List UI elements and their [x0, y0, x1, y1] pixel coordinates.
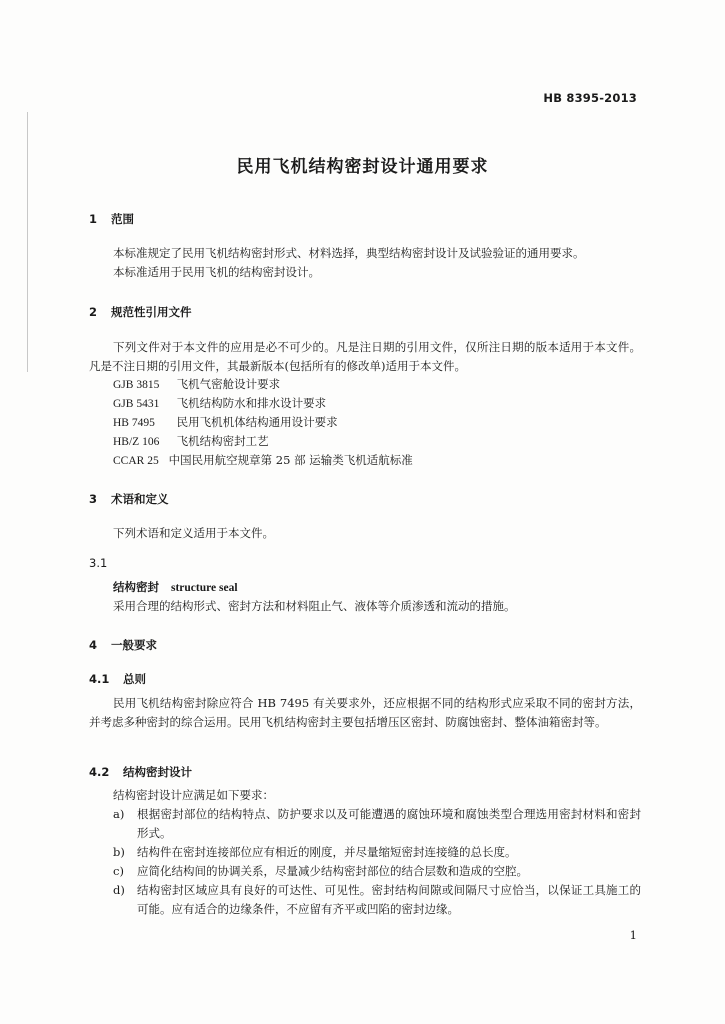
section-title: 规范性引用文件 — [111, 305, 192, 319]
standard-code: HB 8395-2013 — [543, 91, 637, 105]
reference-item — [113, 433, 269, 449]
clause-number: 4.2 — [89, 765, 110, 779]
term-chinese: 结构密封 — [113, 580, 159, 594]
section-2-heading — [89, 304, 192, 320]
term-english: structure seal — [171, 582, 238, 594]
section-number: 3 — [89, 492, 98, 506]
document-title: 民用飞机结构密封设计通用要求 — [236, 157, 489, 177]
section-title: 范围 — [111, 212, 135, 226]
section-title: 一般要求 — [111, 638, 158, 652]
section-2-intro: 下列文件对于本文件的应用是必不可少的。凡是注日期的引用文件，仅所注日期的版本适用于本文件。凡是不注日期的引用文件，其最新版本(包括所有的修改单)适用于本文件。 — [89, 340, 641, 373]
section-1-heading — [89, 211, 134, 227]
reference-code: HB/Z 106 — [113, 436, 160, 448]
list-item — [113, 843, 641, 862]
section-number: 2 — [89, 305, 98, 319]
reference-title: 飞机结构防水和排水设计要求 — [176, 396, 327, 410]
reference-code: HB 7495 — [113, 417, 155, 429]
reference-item — [113, 452, 413, 468]
clause-title: 总则 — [123, 672, 147, 686]
section-3-heading — [89, 491, 169, 507]
section-title: 术语和定义 — [111, 492, 169, 506]
list-text: 根据密封部位的结构特点、防护要求以及可能遭遇的腐蚀环境和腐蚀类型合理选用密封材料和密封形式。 — [137, 807, 641, 840]
list-text: 应简化结构间的协调关系，尽量减少结构密封部位的结合层数和造成的空腔。 — [137, 864, 528, 878]
scan-edge-mark — [27, 112, 28, 372]
term-definition: 采用合理的结构形式、密封方法和材料阻止气、液体等介质渗透和流动的措施。 — [113, 599, 516, 613]
clause-4-2-intro: 结构密封设计应满足如下要求： — [113, 788, 274, 802]
page-number: 1 — [629, 928, 637, 942]
section-4-heading — [89, 637, 157, 653]
reference-code: GJB 3815 — [113, 379, 160, 391]
list-marker: b) — [113, 845, 125, 859]
list-marker: c) — [113, 864, 124, 878]
reference-title: 飞机气密舱设计要求 — [176, 377, 281, 391]
clause-title: 结构密封设计 — [123, 765, 193, 779]
list-item — [113, 805, 641, 843]
reference-code: GJB 5431 — [113, 398, 160, 410]
reference-title: 中国民用航空规章第 25 部 运输类飞机适航标准 — [168, 453, 413, 467]
section-3-intro: 下列术语和定义适用于本文件。 — [113, 526, 274, 540]
list-item — [113, 881, 641, 919]
reference-item — [113, 376, 280, 392]
clause-4-2-heading — [89, 764, 192, 780]
list-text: 结构件在密封连接部位应有相近的刚度，并尽量缩短密封连接缝的总长度。 — [137, 845, 517, 859]
reference-code: CCAR 25 — [113, 455, 159, 467]
section-1-paragraph-2: 本标准适用于民用飞机的结构密封设计。 — [113, 265, 320, 279]
list-marker: a) — [113, 807, 125, 821]
clause-4-1-paragraph: 民用飞机结构密封除应符合 HB 7495 有关要求外，还应根据不同的结构形式应采取不同的密封方法，并考虑多种密封的综合运用。民用飞机结构密封主要包括增压区密封、防腐蚀密封、整体油箱密封等。 — [89, 696, 641, 729]
section-number: 4 — [89, 638, 98, 652]
section-number: 1 — [89, 212, 98, 226]
reference-item — [113, 414, 338, 430]
reference-title: 民用飞机机体结构通用设计要求 — [176, 415, 338, 429]
reference-title: 飞机结构密封工艺 — [176, 434, 269, 448]
clause-4-1-heading — [89, 671, 146, 687]
reference-item — [113, 395, 326, 411]
list-item — [113, 862, 641, 881]
term-entry — [113, 579, 238, 595]
list-marker: d) — [113, 883, 125, 897]
clause-3-1-number: 3.1 — [89, 556, 108, 570]
clause-number: 4.1 — [89, 672, 110, 686]
list-text: 结构密封区域应具有良好的可达性、可见性。密封结构间隙或间隔尺寸应恰当，以保证工具施工的可能。应有适合的边缘条件，不应留有齐平或凹陷的密封边缘。 — [137, 883, 641, 916]
section-1-paragraph-1: 本标准规定了民用飞机结构密封形式、材料选择，典型结构密封设计及试验验证的通用要求。 — [113, 246, 585, 260]
